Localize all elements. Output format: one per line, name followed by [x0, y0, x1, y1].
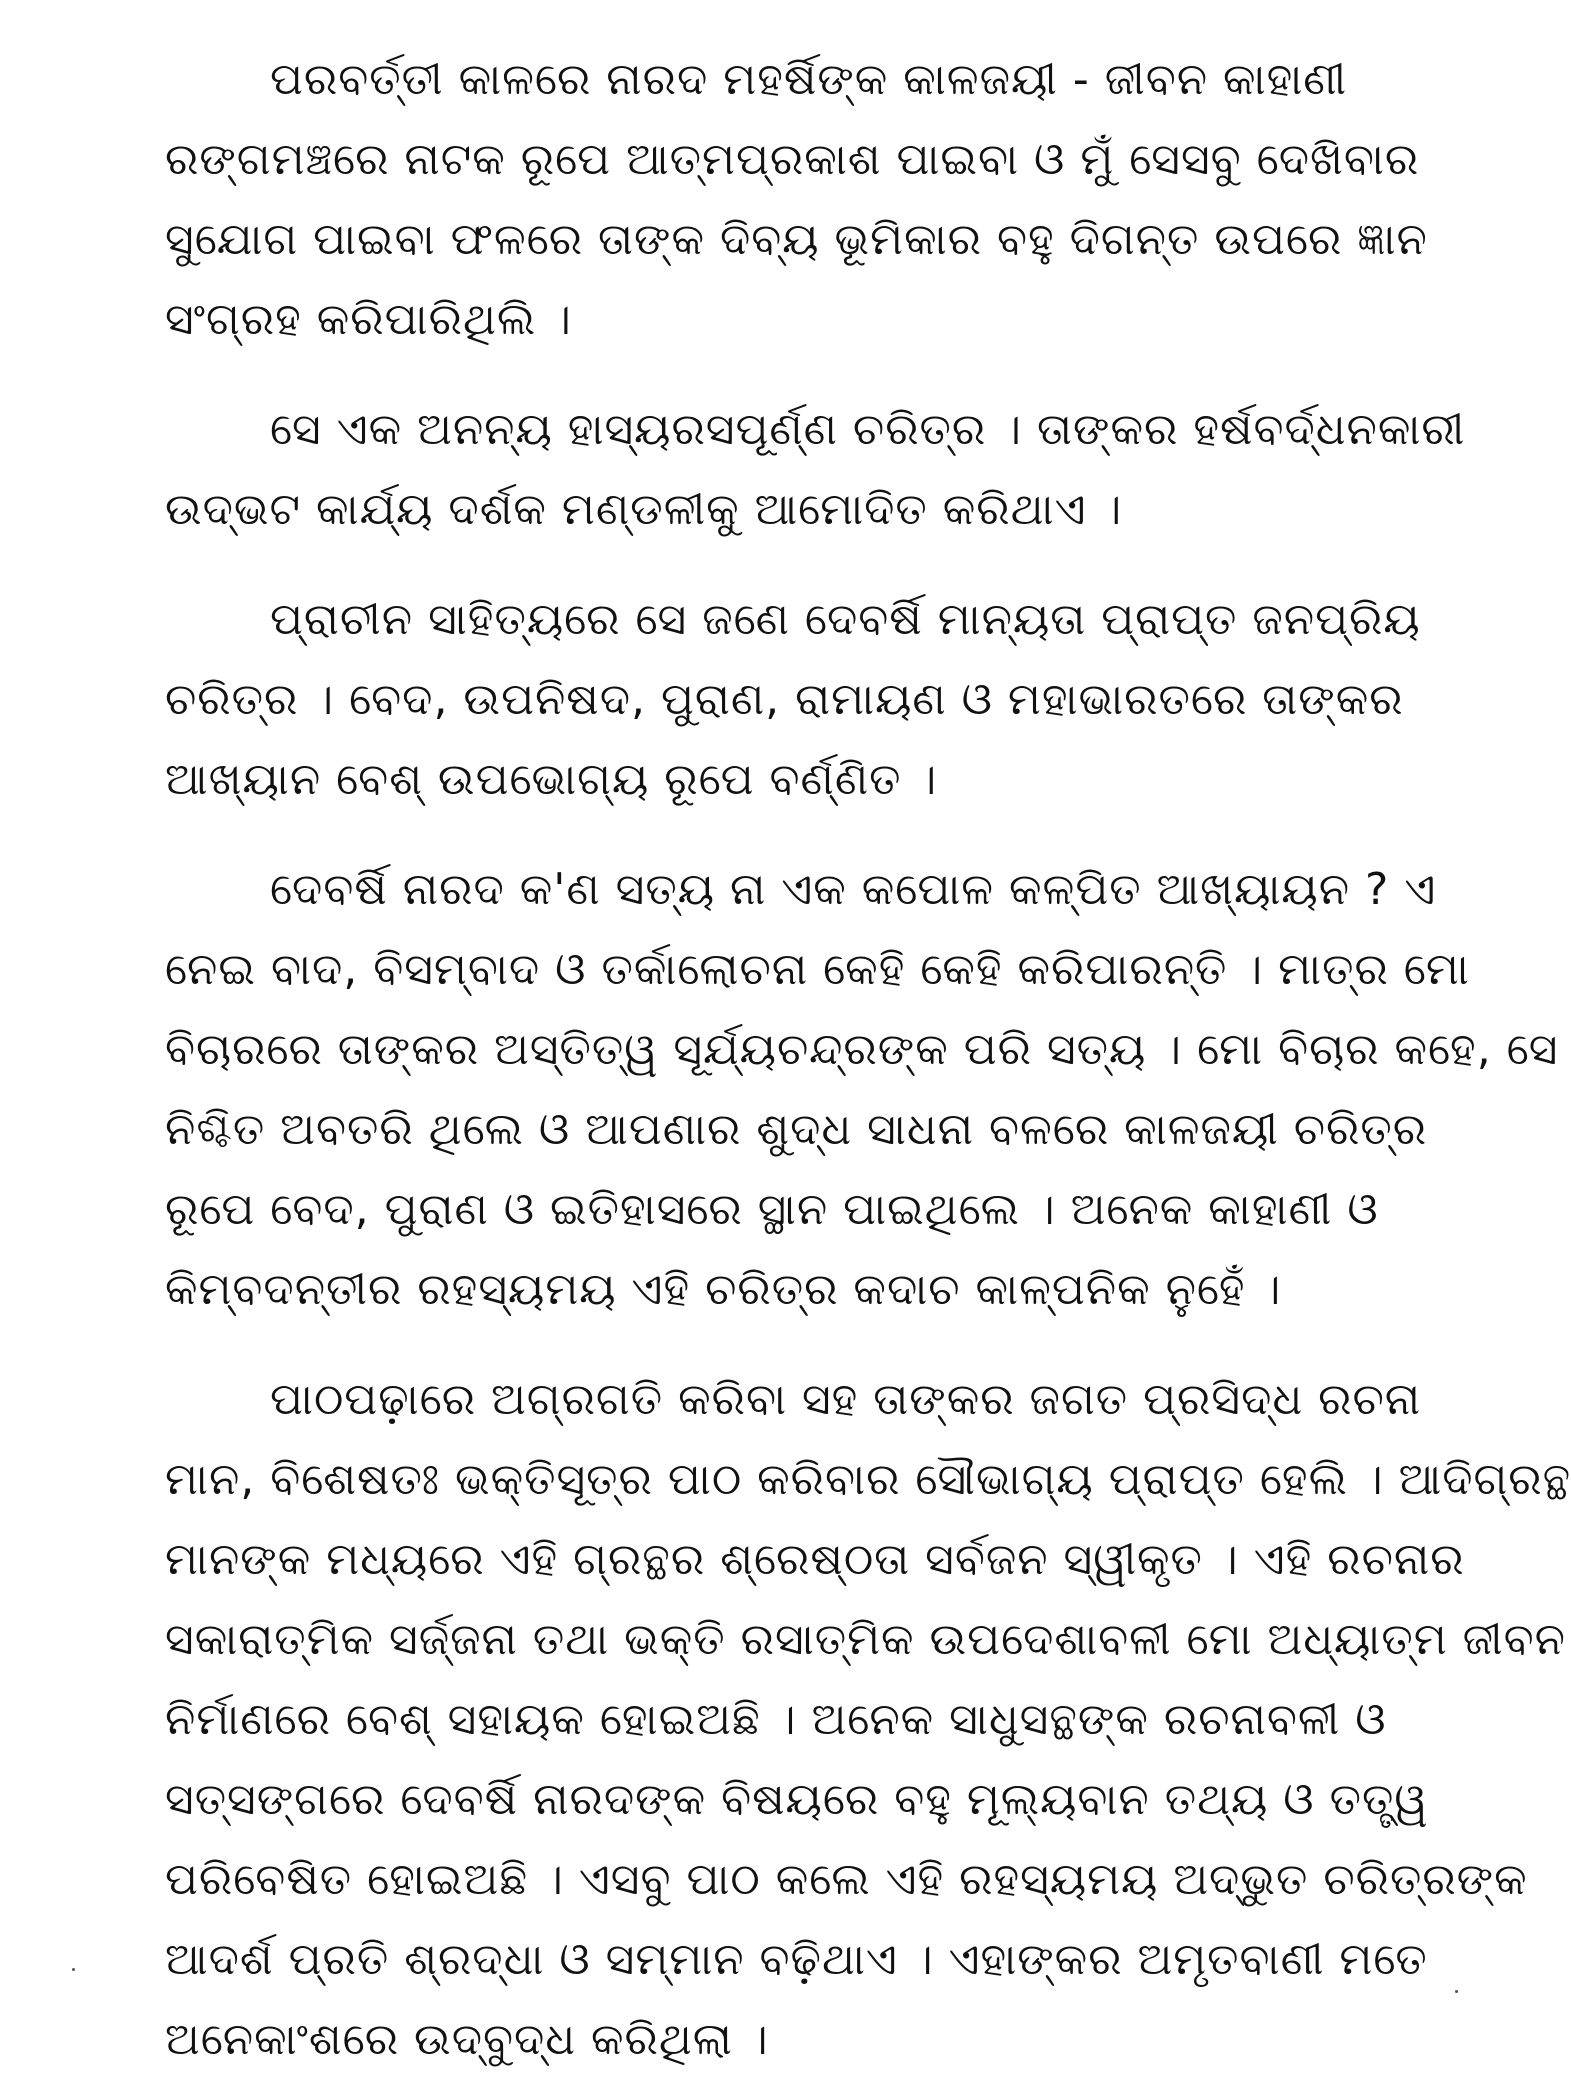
text-line: କିମ୍ବଦନ୍ତୀର ରହସ୍ୟମୟ ଏହି ଚରିତ୍ର କଦାଚ କାଳ୍ପନିକ ନୁହେଁ ।	[165, 1264, 1282, 1315]
text-line: ନିର୍ମାଣରେ ବେଶ୍ ସହାୟକ ହୋଇଅଛି । ଅନେକ ସାଧୁସନ୍ଥଙ୍କ ରଚନାବଳୀ ଓ	[165, 1694, 1387, 1745]
text-line: ପରବର୍ତ୍ତୀ କାଳରେ ନାରଦ ମହର୍ଷିଙ୍କ କାଳଜୟୀ - ଜୀବନ କାହାଣୀ	[270, 54, 1348, 105]
text-line: ସକାରାତ୍ମିକ ସର୍ଜ୍ଜନା ତଥା ଭକ୍ତି ରସାତ୍ମିକ ଉପଦେଶାବଳୀ ମୋ ଅଧ୍ୟାତ୍ମ ଜୀବନ	[165, 1614, 1566, 1665]
text-line: ରୂପେ ବେଦ, ପୁରାଣ ଓ ଇତିହାସରେ ସ୍ଥାନ ପାଇଥିଲେ । ଅନେକ କାହାଣୀ ଓ	[165, 1184, 1379, 1235]
text-line: ରଙ୍ଗମଞ୍ଚରେ ନାଟକ ରୂପେ ଆତ୍ମପ୍ରକାଶ ପାଇବା ଓ ମୁଁ ସେସବୁ ଦେଖିବାର	[165, 134, 1420, 185]
paragraph-3	[165, 580, 1421, 820]
text-line: ପ୍ରାଚୀନ ସାହିତ୍ୟରେ ସେ ଜଣେ ଦେବର୍ଷି ମାନ୍ୟତା ପ୍ରାପ୍ତ ଜନପ୍ରିୟ	[270, 594, 1421, 645]
text-line: ସୁଯୋଗ ପାଇବା ଫଳରେ ତାଙ୍କ ଦିବ୍ୟ ଭୂମିକାର ବହୁ ଦିଗନ୍ତ ଉପରେ ଜ୍ଞାନ	[165, 214, 1428, 265]
text-line: ମାନଙ୍କ ମଧ୍ୟରେ ଏହି ଗ୍ରନ୍ଥର ଶ୍ରେଷ୍ଠତା ସର୍ବଜନ ସ୍ୱୀକୃତ । ଏହି ରଚନାର	[165, 1534, 1465, 1585]
text-line: ଆଖ୍ୟାନ ବେଶ୍ ଉପଭୋଗ୍ୟ ରୂପେ ବର୍ଣ୍ଣିତ ।	[165, 754, 938, 805]
paragraph-2	[165, 390, 1466, 550]
text-line: ପରିବେଷିତ ହୋଇଅଛି । ଏସବୁ ପାଠ କଲେ ଏହି ରହସ୍ୟମୟ ଅଦ୍ଭୁତ ଚରିତ୍ରଙ୍କ	[165, 1854, 1528, 1905]
scan-speck	[1455, 1990, 1458, 1993]
text-line: ନିଶ୍ଚିତ ଅବତରି ଥିଲେ ଓ ଆପଣାର ଶୁଦ୍ଧ ସାଧନା ବଳରେ କାଳଜୟୀ ଚରିତ୍ର	[165, 1104, 1428, 1155]
text-line: ଚରିତ୍ର । ବେଦ, ଉପନିଷଦ, ପୁରାଣ, ରାମାୟଣ ଓ ମହାଭାରତରେ ତାଙ୍କର	[165, 674, 1404, 725]
text-line: ପାଠପଢ଼ାରେ ଅଗ୍ରଗତି କରିବା ସହ ତାଙ୍କର ଜଗତ ପ୍ରସିଦ୍ଧ ରଚନା	[270, 1374, 1422, 1425]
text-line: ଆଦର୍ଶ ପ୍ରତି ଶ୍ରଦ୍ଧା ଓ ସମ୍ମାନ ବଢ଼ିଥାଏ । ଏହାଙ୍କର ଅମୃତବାଣୀ ମତେ	[165, 1934, 1428, 1985]
text-line: ସତ୍‌ସଙ୍ଗରେ ଦେବର୍ଷି ନାରଦଙ୍କ ବିଷୟରେ ବହୁ ମୂଲ୍ୟବାନ ତଥ୍ୟ ଓ ତତ୍ତ୍ୱ	[165, 1774, 1429, 1825]
paragraph-4	[165, 850, 1559, 1330]
paragraph-1	[165, 40, 1428, 360]
text-line: ନେଇ ବାଦ, ବିସମ୍ବାଦ ଓ ତର୍କାଲୋଚନା କେହି କେହି କରିପାରନ୍ତି । ମାତ୍ର ମୋ	[165, 944, 1470, 995]
text-line: ଉଦ୍ଭଟ କାର୍ଯ୍ୟ ଦର୍ଶକ ମଣ୍ଡଳୀକୁ ଆମୋଦିତ କରିଥାଏ ।	[165, 484, 1123, 535]
body-text	[165, 40, 1571, 2080]
text-line: ବିଚାରରେ ତାଙ୍କର ଅସ୍ତିତ୍ୱ ସୂର୍ଯ୍ୟଚନ୍ଦ୍ରଙ୍କ ପରି ସତ୍ୟ । ମୋ ବିଚାର କହେ, ସେ	[165, 1024, 1559, 1075]
text-line: ମାନ, ବିଶେଷତଃ ଭକ୍ତିସୂତ୍ର ପାଠ କରିବାର ସୌଭାଗ୍ୟ ପ୍ରାପ୍ତ ହେଲି । ଆଦିଗ୍ରନ୍ଥ	[165, 1454, 1571, 1505]
scan-speck	[72, 1968, 75, 1971]
text-line: ସେ ଏକ ଅନନ୍ୟ ହାସ୍ୟରସପୂର୍ଣ୍ଣ ଚରିତ୍ର । ତାଙ୍କର ହର୍ଷବର୍ଦ୍ଧନକାରୀ	[270, 404, 1466, 455]
paragraph-5	[165, 1360, 1571, 2080]
text-line: ଦେବର୍ଷି ନାରଦ କ'ଣ ସତ୍ୟ ନା ଏକ କପୋଳ କଳ୍ପିତ ଆଖ୍ୟାୟନ ? ଏ	[270, 864, 1437, 915]
text-line: ଅନେକାଂଶରେ ଉଦ୍‌ବୁଦ୍ଧ କରିଥିଲା ।	[165, 2014, 769, 2065]
text-line: ସଂଗ୍ରହ କରିପାରିଥିଲି ।	[165, 294, 572, 345]
